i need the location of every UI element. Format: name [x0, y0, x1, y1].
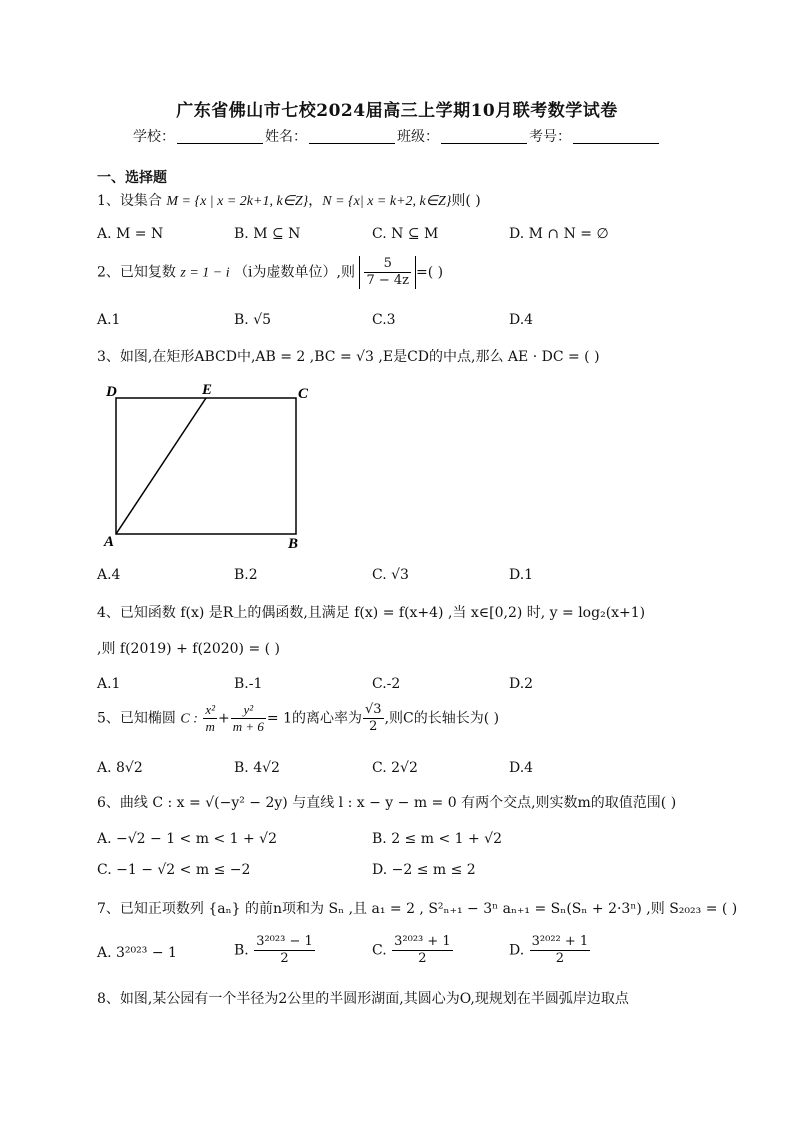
rectangle-figure — [96, 378, 316, 558]
q4-option-a[interactable]: A.1 — [97, 676, 121, 692]
q2-option-b[interactable]: B. √5 — [234, 312, 272, 328]
label-b: B — [288, 536, 299, 552]
q2-option-c[interactable]: C.3 — [372, 312, 396, 328]
q1-option-a[interactable]: A. M = N — [97, 226, 164, 242]
q5-option-a[interactable]: A. 8√2 — [97, 760, 143, 776]
question-7-stem: 7、已知正项数列 {aₙ} 的前n项和为 Sₙ ,且 a₁ = 2 , S²ₙ₊₁ − 3ⁿ aₙ₊₁ = Sₙ(Sₙ + 2·3ⁿ) ,则 S₂₀₂₃ = ( ) — [97, 901, 738, 917]
q5-text-b: 的离心率为 — [292, 710, 362, 727]
q7-option-c-den: 2 — [418, 951, 427, 966]
q7-option-c-fraction — [392, 934, 453, 967]
question-4-line-2: ,则 f(2019) + f(2020) = ( ) — [97, 641, 281, 657]
q5-eccentricity-den: 2 — [369, 719, 378, 734]
class-label: 班级： — [397, 129, 439, 145]
q5-curve-name: C : — [180, 711, 198, 727]
q7-option-c-num: 3²⁰²³ + 1 — [394, 934, 451, 949]
number-blank[interactable] — [573, 129, 659, 144]
q1-option-b[interactable]: B. M ⊆ N — [234, 226, 301, 242]
q3-option-c[interactable]: C. √3 — [372, 567, 409, 583]
q7-option-d-label: D. — [509, 942, 525, 959]
q3-option-b[interactable]: B.2 — [234, 567, 258, 583]
label-a: A — [104, 534, 115, 550]
q2-denominator: 7 − 4z — [366, 273, 410, 288]
question-1-stem — [97, 190, 481, 210]
name-label: 姓名： — [265, 129, 307, 145]
name-blank[interactable] — [309, 129, 395, 144]
school-label: 学校： — [133, 129, 175, 145]
q7-option-b-den: 2 — [280, 951, 289, 966]
q5-fraction-x — [203, 702, 217, 735]
section-heading: 一、选择题 — [97, 170, 167, 186]
q5-equals: = 1 — [266, 710, 292, 727]
q7-option-c[interactable] — [372, 934, 454, 967]
number-label: 考号： — [529, 129, 571, 145]
q2-fraction — [364, 256, 411, 289]
q1-option-d[interactable]: D. M ∩ N = ∅ — [509, 226, 609, 242]
label-c: C — [298, 386, 309, 402]
segment-ae — [116, 398, 206, 534]
q5-fraction-y-den: m + 6 — [232, 719, 264, 734]
student-info-line — [0, 126, 794, 146]
q5-option-b[interactable]: B. 4√2 — [234, 760, 280, 776]
q2-numerator: 5 — [364, 256, 411, 273]
q2-z: z = 1 − i — [180, 265, 230, 281]
q3-option-a[interactable]: A.4 — [97, 567, 121, 583]
q2-option-d[interactable]: D.4 — [509, 312, 534, 328]
q6-option-d[interactable]: D. −2 ≤ m ≤ 2 — [372, 862, 476, 878]
q1-set-n: N = {x| x = k+2, k∈Z} — [322, 194, 452, 209]
question-2-stem — [97, 256, 443, 289]
q1-option-c[interactable]: C. N ⊆ M — [372, 226, 439, 242]
q4-option-d[interactable]: D.2 — [509, 676, 534, 692]
q7-option-d-num: 3²⁰²² + 1 — [531, 934, 589, 949]
q5-text-c: ,则C的长轴长为( ) — [384, 710, 500, 727]
q6-option-b[interactable]: B. 2 ≤ m < 1 + √2 — [372, 831, 502, 847]
label-d: D — [106, 384, 117, 400]
q6-option-a[interactable]: A. −√2 − 1 < m < 1 + √2 — [97, 831, 278, 847]
q7-option-b-fraction — [254, 934, 315, 967]
q3-option-d[interactable]: D.1 — [509, 567, 534, 583]
label-e: E — [202, 382, 213, 398]
page-title: 广东省佛山市七校2024届高三上学期10月联考数学试卷 — [176, 101, 618, 121]
q5-plus: + — [218, 710, 230, 727]
q5-eccentricity — [363, 702, 384, 735]
q7-option-a[interactable]: A. 3²⁰²³ − 1 — [97, 945, 177, 961]
q2-text-a: 2、已知复数 — [97, 264, 176, 281]
q7-option-b-label: B. — [234, 942, 249, 959]
question-4-line-1: 4、已知函数 f(x) 是R上的偶函数,且满足 f(x) = f(x+4) ,当 x∈[0,2) 时, y = log₂(x+1) — [97, 605, 646, 621]
q7-option-d-den: 2 — [555, 951, 565, 966]
q5-fraction-x-den: m — [205, 719, 215, 734]
q7-option-d-fraction — [530, 934, 591, 967]
q5-text-a: 5、已知椭圆 — [97, 710, 176, 727]
q5-fraction-x-num: x² — [205, 702, 215, 717]
question-3-stem: 3、如图,在矩形ABCD中,AB = 2 ,BC = √3 ,E是CD的中点,那么 AE · DC = ( ) — [97, 349, 600, 365]
q7-option-c-label: C. — [372, 942, 387, 959]
class-blank[interactable] — [441, 129, 527, 144]
q2-text-b: （i为虚数单位）,则 — [234, 264, 355, 281]
q2-option-a[interactable]: A.1 — [97, 312, 121, 328]
q5-option-d[interactable]: D.4 — [509, 760, 534, 776]
q7-option-b-num: 3²⁰²³ − 1 — [256, 934, 313, 949]
q6-option-c[interactable]: C. −1 − √2 < m ≤ −2 — [97, 862, 251, 878]
q4-option-b[interactable]: B.-1 — [234, 676, 263, 692]
q2-abs-value — [359, 256, 416, 289]
rectangle-abcd — [116, 398, 296, 534]
q1-text-b: 则( ) — [451, 193, 481, 209]
question-8-stem: 8、如图,某公园有一个半径为2公里的半圆形湖面,其圆心为O,现规划在半圆弧岸边取点 — [97, 991, 629, 1007]
q2-text-c: =( ) — [416, 264, 444, 281]
q7-option-b[interactable] — [234, 934, 316, 967]
q1-set-m: M = {x | x = 2k+1, k∈Z} — [166, 194, 309, 209]
school-blank[interactable] — [177, 129, 263, 144]
q1-text-a: 1、设集合 — [97, 193, 162, 209]
question-6-stem: 6、曲线 C : x = √(−y² − 2y) 与直线 l : x − y − m = 0 有两个交点,则实数m的取值范围( ) — [97, 795, 677, 811]
question-5-stem — [97, 702, 499, 735]
q5-fraction-y-num: y² — [231, 702, 266, 719]
q5-eccentricity-num: √3 — [365, 702, 382, 717]
q4-option-c[interactable]: C.-2 — [372, 676, 401, 692]
q7-option-d[interactable] — [509, 934, 591, 967]
q1-sep: ， — [308, 193, 323, 209]
q5-fraction-y — [231, 702, 266, 735]
q5-option-c[interactable]: C. 2√2 — [372, 760, 418, 776]
